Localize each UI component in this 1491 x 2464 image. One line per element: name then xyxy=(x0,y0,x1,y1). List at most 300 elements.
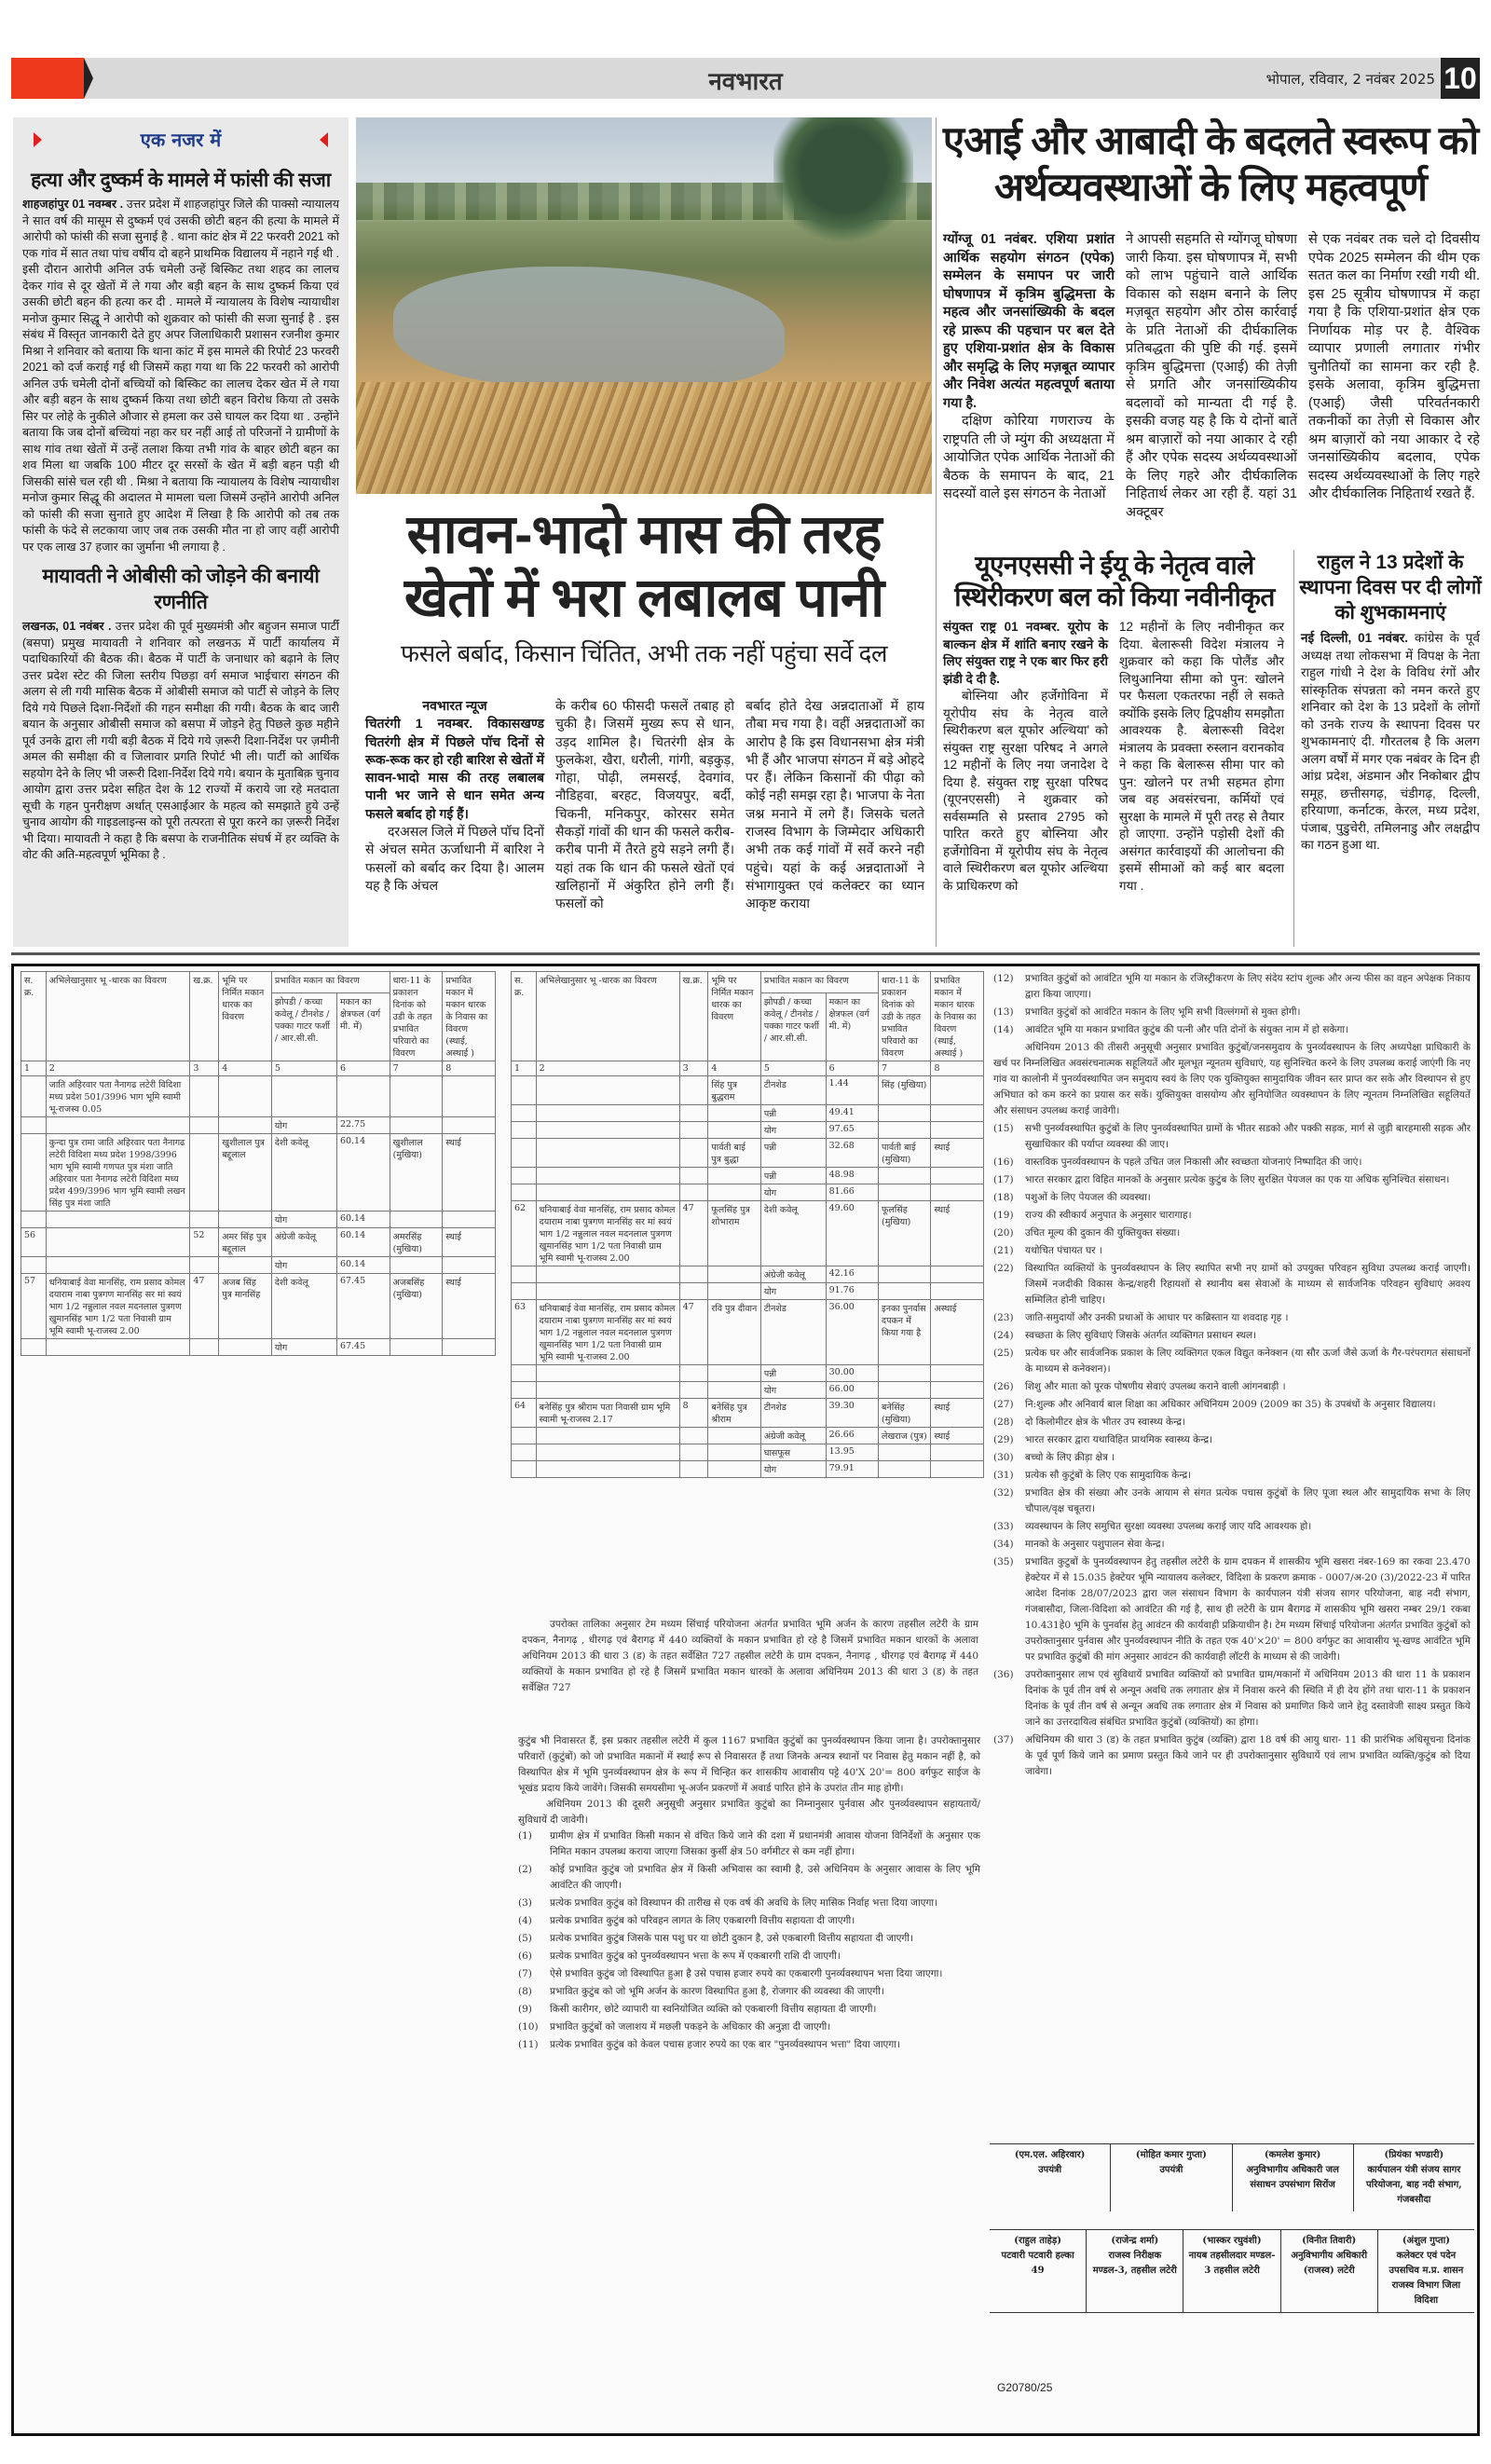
cell-type: पन्नी xyxy=(760,1365,826,1382)
list-item xyxy=(993,1554,1470,1665)
cell-serial xyxy=(512,1444,537,1461)
cell-family xyxy=(879,1382,931,1399)
cell-khasra xyxy=(190,1257,219,1274)
cell-khasra xyxy=(679,1105,708,1122)
cell-serial xyxy=(512,1168,537,1184)
item-text: प्रत्येक प्रभावित कुटुंब को पुनर्व्यवस्थापन भत्ता के रूप में एकबारगी राशि दी जाएगी। xyxy=(550,1951,841,1962)
signatory-title: अनुविभागीय अधिकारी (राजस्व) लटेरी xyxy=(1291,2251,1368,2276)
col-header-holder: अभिलेखानुसार भू -धारक का विवरण xyxy=(536,972,679,1061)
col-header-residence: प्रभावित मकान में मकान धारक के निवास का विवरण (स्थाई, अस्थाई ) xyxy=(931,972,984,1061)
cell-holder: कुन्दा पुत्र रामा जाति अहिरवार पता नैनागढ लटेरी विदिशा मध्य प्रदेश 1998/3996 भाग भूमि स्वामी गणपत पुत्र मंशा जाति अहिरवार पता नैनागढ लटेरी विदिशा मध्य प्रदेश 499/3996 भाग भूमि स्वामी लखन सिंह पुत्र मंशा जाति xyxy=(46,1134,190,1211)
col-header-area: मकान का क्षेत्रफल (वर्ग मी. में) xyxy=(826,993,878,1061)
item-number: (31) xyxy=(993,1470,1014,1481)
cell-res: स्थाई xyxy=(443,1228,496,1257)
signatory-name: (अंशुल गुप्ता) xyxy=(1402,2236,1450,2246)
cell-owner xyxy=(708,1122,760,1139)
cell-family xyxy=(879,1461,931,1478)
item-number: (7) xyxy=(518,1968,532,1979)
col-header-serial: स. क्र. xyxy=(512,972,537,1061)
signatory-title: कार्यपालन यंत्री संजय सागर परियोजना, बाह नदी संभाग, गंजबसौदा xyxy=(1365,2165,1462,2205)
signatory-name: (एम.एल. अहिरवार) xyxy=(1014,2150,1086,2160)
table-row xyxy=(21,1076,496,1117)
cell-owner xyxy=(219,1117,272,1134)
cell-holder xyxy=(536,1365,679,1382)
cell-serial: 56 xyxy=(21,1228,47,1257)
cell-type: देशी कवेलू xyxy=(271,1134,336,1211)
col-number: 4 xyxy=(708,1061,760,1076)
item-number: (33) xyxy=(993,1521,1014,1532)
cell-owner xyxy=(708,1266,760,1283)
cell-owner: खुशीलाल पुत्र बद्दूलाल xyxy=(219,1134,272,1211)
col-number: 1 xyxy=(21,1061,47,1076)
cell-area: 49.41 xyxy=(826,1105,878,1122)
cell-family: अजबसिंह (मुखिया) xyxy=(390,1274,443,1339)
cell-owner xyxy=(219,1257,272,1274)
cell-type: योग xyxy=(271,1117,336,1134)
table-row xyxy=(512,1184,984,1201)
item-text: प्रत्येक प्रभावित कुटुंब को केवल पचास हजार रुपये का एक बार "पुनर्व्यवस्थापन भत्ता" दिया जाएगा। xyxy=(550,2039,900,2050)
cell-res xyxy=(931,1122,984,1139)
cell-res xyxy=(443,1339,496,1356)
cell-serial xyxy=(512,1122,537,1139)
summary-paragraph: उपरोक्त तालिका अनुसार टेम मध्यम सिंचाई परियोजना अंतर्गत प्रभावित भूमि अर्जन के कारण तहसील लटेरी के ग्राम दपकन, नैनागढ़ , धीरगढ़ एवं बैरागढ़ में 440 व्यक्तियों के मकान प्रभावित हो रहे है जिसमें प्रभावित मकान धारकों के अलावा अधिनियम 2013 की धारा 3 (ड) के तहत सर्वेक्षित 727 तहसील लटेरी के ग्राम दपकन, नैनागढ़ , धीरगढ़ एवं बैरागढ़ में 440 व्यक्तियों के मकान प्रभावित हो रहे है जिसमें प्रभावित मकान धारकों के अलावा अधिनियम 2013 की धारा 3 (ड) के तहत सर्वेक्षित 727 xyxy=(522,1619,978,1693)
col-number: 3 xyxy=(679,1061,708,1076)
brief-header xyxy=(22,123,339,159)
cell-res: अस्थाई xyxy=(931,1300,984,1365)
cell-family xyxy=(879,1283,931,1300)
cell-owner xyxy=(708,1283,760,1300)
cell-khasra xyxy=(679,1266,708,1283)
col-header-serial: स. क्र. xyxy=(21,972,47,1061)
signatories-row-2 xyxy=(990,2229,1474,2313)
cell-res xyxy=(931,1283,984,1300)
signatory-title: उपयंत्री xyxy=(1038,2165,1062,2175)
item-number: (9) xyxy=(518,2004,532,2015)
item-number: (37) xyxy=(993,1734,1014,1745)
item-number: (26) xyxy=(993,1381,1014,1392)
cell-area: 67.45 xyxy=(336,1339,390,1356)
item-text: ऐसे प्रभावित कुटुंब जो विस्थापित हुआ है उसे पचास हजार रुपये का एकबारगी पुनर्व्यवस्थापन भत्ता दिया जाएगा। xyxy=(550,1968,943,1979)
cell-area: 30.00 xyxy=(826,1365,878,1382)
signatory xyxy=(1233,2144,1354,2211)
cell-khasra xyxy=(679,1382,708,1399)
land-table-right xyxy=(511,971,984,1478)
table-row xyxy=(512,1283,984,1300)
item-number: (15) xyxy=(993,1123,1014,1134)
cell-type: टीनशेड xyxy=(760,1300,826,1365)
table-row xyxy=(512,1365,984,1382)
cell-family xyxy=(879,1168,931,1184)
col-number: 6 xyxy=(826,1061,878,1076)
col-number: 2 xyxy=(536,1061,679,1076)
cell-area: 36.00 xyxy=(826,1300,878,1365)
item-number: (1) xyxy=(518,1830,532,1841)
cell-owner: पार्वती बाई पुत्र बुद्धा xyxy=(708,1139,760,1168)
cell-serial xyxy=(512,1461,537,1478)
cell-area: 66.00 xyxy=(826,1382,878,1399)
cell-holder xyxy=(536,1105,679,1122)
signatory-name: (राहुल ताहेड़) xyxy=(1014,2236,1061,2246)
facilities-list: (12) प्रभावित कुटुंबों को आवंटित भूमि या मकान के रजिस्ट्रीकरण के लिए संदेय स्टांप शुल्क और अन्य फीस का वहन अपेक्षक निकाय द्वारा किया जाएगा। (13) प्रभावित कुटुंबों को आवंटित मकान के लिए भूमि सभी विल्लंगमों से मुक्त होगी। (14) आवंटित भूमि या मकान प्रभावित कुटुंब की पत्नी और पति दोनों के संयुक्त नाम में हो सकेगा। अधिनियम 2013 की तीसरी अनुसूची अनुसार प्रभावित कुटुंबों/जनसमुदाय के पुनर्व्यवस्थापन के लिए अध्यपेक्षा प्राधिकारी के खर्च पर निम्नलिखित अवसंरचनात्मक सहूलियतें और मूलभूत न्यूनतम सुविधाएं, यह सुनिश्चित करने के लिए उपलब्ध कराई जाएंगी कि नए गांव या कालोनी में पुनर्व्यवस्थापित जन समुदाय स्वयं के लिए एक युक्तियुक्त सामुदायिक जीवन स्तर प्राप्त कर सके और विस्थापन से हुए अभिघात को कम करने का प्रयास कर सकें। युक्तियुक्त वासयोग्य और सुनियोजित व्यवस्थापन के लिए न्यूनतम निम्नलिखित सहूलियतें और संसाधन उपलब्ध कराई जावेगी। (15) सभी पुनर्व्यवस्थापित कुटुंबों के लिए पुनर्व्यवस्थापित ग्रामों के भीतर सडको और पक्की सड़क, मार्ग से जुड़ी बारहमासी सड़क और सुखाधिकार की पर्याप्त व्यवस्था की जाए। (16) वास्तविक पुनर्व्यवस्थापन के पहले उचित जल निकासी और स्वच्छता योजनाएं निष्पादित की जाएं। (17) भारत सरकार द्वारा विहित मानकों के अनुसार प्रत्येक कुटुंब के लिए सुरक्षित पेयजल का एक या अधिक सुनिश्चित संसाधन। (18) पशुओं के लिए पेयजल की व्यवस्था। (19) राज्य की स्वीकार्य अनुपात के अनुसार चारागाह। (20) उचित मूल्य की दुकान की युक्तियुक्त संख्या। (21) यथोचित पंचायत घर । (22) विस्थापित व्यक्तियों के पुनर्व्यवस्थापन के लिए स्थापित सभी नए ग्रामों को उपयुक्त परिवहन सुविधा उपलब्ध कराई जाएगी। जिसमें नजदीकी विकास केन्द्र/शहरी रिहायशों से स्थानीय बस सेवाओं के माध्यम से सार्वजनिक परिवहन सुविधाएं अवश्य सम्मिलित होनी चाहिए। (23) जाति-समुदायों और उनकी प्रथाओं के आधार पर कब्रिस्तान या शवदाह गृह । (24) स्वच्छता के लिए सुविधाएं जिसके अंतर्गत व्यक्तिगत प्रसाधन स्थल। (25) प्रत्येक घर और सार्वजनिक प्रकाश के लिए व्यक्तिगत एकल विद्युत कनेक्शन (या सौर ऊर्जा जैसे ऊर्जा के गैर-परंपरागत संसाधनों के माध्यम से कनेक्शन)। (26) शिशु और माता को पूरक पोषणीय सेवाएं उपलब्ध कराने वाली आंगनबाड़ी । (27) नि:शुल्क और अनिवार्य बाल शिक्षा का अधिकार अधिनियम 2009 (2009 का 35) के उपबंधों के अनुसार विद्यालय। (28) दो किलोमीटर क्षेत्र के भीतर उप स्वास्थ्य केन्द्र। (29) भारत सरकार द्वारा यथाविहित प्राथमिक स्वास्थ्य केन्द्र। (30) बच्चो के लिए क्रीड़ा क्षेत्र । (31) प्रत्येक सौ कुटुंबों के लिए एक सामुदायिक केन्द्र। (32) प्रभावित क्षेत्र की संख्या और उनके आयाम से संगत प्रत्येक पचास कुटुंबों के लिए पूजा स्थल और सामुदायिक सभा के लिए चौपाल/वृक्ष चबूतरा। (33) व्यवस्थापन के लिए समुचित सुरक्षा व्यवस्था उपलब्ध कराई जाए यदि आवश्यक हो। (34) मानको के अनुसार पशुपालन सेवा केन्द्र। (35) प्रभावित कुटुबों के पुनर्व्यवस्थापन हेतु तहसील लटेरी के ग्राम दपकन में शासकीय भूमि खसरा नंबर-169 का रकवा 23.470 हेक्टेयर में से 15.035 हेक्टेयर भूमि न्यायालय कलेक्टर, विदिशा के प्रकरण क्रमाक - 0007/अ-20 (3)/2022-23 में पारित आदेश दिनांक 28/07/2023 द्वारा जल संसाधन विभाग के कार्यपालन यंत्री संजय सागर परियोजना, बाह नदी संभाग, गंजबासौदा, जिला-विदिशा को आवंटित की गई है, साथ ही लटेरी के ग्राम बैरागढ में शासकीय भूमि खसरा नम्बर 29/1 रकबा 10.431हे0 भूमि के पुनर्वास हेतु आवंटन की कार्यवाही प्रक्रियाधीन है। टेम मध्यम सिंचाई परियोजना अंतर्गत प्रभावित कुटुंबों को उपरोक्तानुसार पुर्नवास और पुनर्व्यवस्थापन नीति के तहत एक 40'×20' = 800 वर्गफुट का आवासीय भू-खण्ड आवंटित भूमि पर प्रभावित कुटुंबों की मांग अनुसार आवंटन की कार्यवाही लॉटरी के माध्यम से की जावेगी। (36) उपरोक्तानुसार लाभ एवं सुविधायें प्रभावित व्यक्तियों को प्रभावित ग्राम/मकानों में अधिनियम 2013 की धारा 11 के प्रकाशन दिनांक के पूर्व तीन वर्ष से अन्यून अवधि तक लगातार क्षेत्र में निवास करने की स्थिति में ही देय होंगे तथा धारा-11 के प्रकाशन दिनांक के पूर्व तीन वर्ष से अन्यून अवधि तक लगातार क्षेत्र में निवास को प्रमाणित किये जाने हेतु दस्तावेजी साक्ष्य प्रस्तुत किये जाने का उत्तरदायित्व संबंधित प्रभावित कुटुंबों (व्यक्तियों) का होगा। (37) अधिनियम की धारा 3 (ड) के तहत प्रभावित कुटुंब (व्यक्ति) द्वारा 18 वर्ष की आयु धारा- 11 की प्रारंभिक अधिसूचना दिनांक के पूर्व पूर्ण किये जाने का प्रमाण प्रस्तुत किये जाने पर ही उपरोक्तानुसार सुविधायें एवं लाभ प्रभावित व्यक्ति/कुटुंब को दिया जावेगा। xyxy=(993,971,1470,1782)
cell-khasra xyxy=(679,1139,708,1168)
cell-holder xyxy=(536,1461,679,1478)
cell-res xyxy=(931,1168,984,1184)
item-text: सभी पुनर्व्यवस्थापित कुटुंबों के लिए पुनर्व्यवस्थापित ग्रामों के भीतर सडको और पक्की सड़क, मार्ग से जुड़ी बारहमासी सड़क और सुखाधिकार की पर्याप्त व्यवस्था की जाए। xyxy=(1025,1123,1470,1150)
col-header-owner: भूमि पर निर्मित मकान धारक का विवरण xyxy=(708,972,760,1061)
cell-holder xyxy=(46,1117,190,1134)
list-item xyxy=(518,2019,980,2035)
cell-khasra: 47 xyxy=(190,1274,219,1339)
cell-res xyxy=(931,1444,984,1461)
cell-khasra xyxy=(190,1076,219,1117)
list-item xyxy=(993,1397,1470,1413)
section-divider xyxy=(11,952,1480,955)
item-number: (22) xyxy=(993,1263,1014,1274)
cell-holder xyxy=(536,1283,679,1300)
table-row xyxy=(512,1105,984,1122)
item-text: प्रभावित क्षेत्र की संख्या और उनके आयाम से संगत प्रत्येक पचास कुटुंबों के लिए पूजा स्थल और सामुदायिक सभा के लिए चौपाल/वृक्ष चबूतरा। xyxy=(1025,1487,1470,1514)
signatory-title: नायब तहसीलदार मण्डल- 3 तहसील लटेरी xyxy=(1188,2251,1276,2276)
cell-owner xyxy=(708,1365,760,1382)
list-item xyxy=(518,1913,980,1929)
cell-serial xyxy=(21,1134,47,1211)
item-number: (17) xyxy=(993,1174,1014,1185)
cell-holder xyxy=(46,1339,190,1356)
list-item xyxy=(993,1190,1470,1206)
list-item xyxy=(518,1862,980,1894)
item-number: (3) xyxy=(518,1897,532,1909)
cell-area: 32.68 xyxy=(826,1139,878,1168)
cell-family xyxy=(879,1365,931,1382)
cell-res xyxy=(931,1266,984,1283)
signatory xyxy=(1183,2230,1280,2312)
col-header-owner: भूमि पर निर्मित मकान धारक का विवरण xyxy=(219,972,272,1061)
cell-area: 26.66 xyxy=(826,1428,878,1444)
item-number: (32) xyxy=(993,1487,1014,1499)
item-text: आवंटित भूमि या मकान प्रभावित कुटुंब की पत्नी और पति दोनों के संयुक्त नाम में हो सकेगा। xyxy=(1025,1024,1349,1035)
col-number: 7 xyxy=(879,1061,931,1076)
cell-res xyxy=(443,1211,496,1228)
item-number: (4) xyxy=(518,1915,532,1926)
cell-khasra xyxy=(679,1283,708,1300)
cell-res: स्थाई xyxy=(931,1399,984,1428)
cell-serial: 64 xyxy=(512,1399,537,1428)
brief-column xyxy=(13,117,349,947)
item-text: दो किलोमीटर क्षेत्र के भीतर उप स्वास्थ्य केन्द्र। xyxy=(1025,1417,1185,1428)
list-item xyxy=(993,1379,1470,1395)
newspaper-title: नवभारत xyxy=(708,68,783,96)
col-number: 2 xyxy=(46,1061,190,1076)
story-headline-death-sentence: हत्या और दुष्कर्म के मामले में फांसी की सजा xyxy=(31,170,331,191)
item-number: (11) xyxy=(518,2039,539,2050)
cell-res xyxy=(443,1117,496,1134)
cell-serial: 62 xyxy=(512,1201,537,1266)
cell-owner xyxy=(708,1428,760,1444)
cell-area: 67.45 xyxy=(336,1274,390,1339)
list-item xyxy=(993,1468,1470,1484)
cell-type: देशी कवेलू xyxy=(271,1274,336,1339)
cell-owner xyxy=(708,1105,760,1122)
col-header-holder: अभिलेखानुसार भू -धारक का विवरण xyxy=(46,972,190,1061)
list-item xyxy=(993,1328,1470,1344)
cell-res xyxy=(931,1105,984,1122)
table-row xyxy=(21,1211,496,1228)
cell-type: योग xyxy=(760,1184,826,1201)
item-text: राज्य की स्वीकार्य अनुपात के अनुसार चारागाह। xyxy=(1025,1210,1192,1221)
item-text: नि:शुल्क और अनिवार्य बाल शिक्षा का अधिकार अधिनियम 2009 (2009 का 35) के उपबंधों के अनुसार विद्यालय। xyxy=(1025,1399,1436,1410)
cell-area: 39.30 xyxy=(826,1399,878,1428)
cell-holder: बनेसिंह पुत्र श्रीराम पता निवासी ग्राम भूमि स्वामी भू-राजस्व 2.17 xyxy=(536,1399,679,1428)
cell-family xyxy=(390,1117,443,1134)
item-number: (25) xyxy=(993,1348,1014,1359)
list-item xyxy=(993,1310,1470,1326)
cell-area: 60.14 xyxy=(336,1257,390,1274)
cell-serial xyxy=(21,1339,47,1356)
cell-type: अंग्रेजी कवेलू xyxy=(760,1266,826,1283)
signatory-title: राजस्व निरीक्षक मण्डल-3, तहसील लटेरी xyxy=(1092,2251,1177,2276)
cell-khasra: 8 xyxy=(679,1399,708,1428)
cell-khasra xyxy=(190,1134,219,1211)
cell-owner xyxy=(219,1339,272,1356)
list-item xyxy=(993,1432,1470,1448)
col-header-khasra: ख.क्र. xyxy=(190,972,219,1061)
table-row xyxy=(512,1382,984,1399)
lead-headline-line2: खेतों में भरा लबालब पानी xyxy=(404,568,884,628)
table-row xyxy=(512,1168,984,1184)
cell-type: योग xyxy=(760,1382,826,1399)
table-row xyxy=(512,1266,984,1283)
cell-serial: 57 xyxy=(21,1274,47,1339)
list-item xyxy=(993,1450,1470,1466)
dateline: लखनऊ, 01 नवंबर . xyxy=(22,620,112,633)
rehabilitation-paragraph: कुटुंब भी निवासरत हैं, इस प्रकार तहसील लटेरी में कुल 1167 प्रभावित कुटुंबों का पुनर्व्यवस्थापन किया जाना है। उपरोक्तानुसार परिवारों (कुटुंबों) को जो प्रभावित मकानों में स्थाई रूप से निवासरत हैं तथा जिनके अन्यत्र स्थानों पर निवास हेतु मकान नहीं है, को विस्थापित क्षेत्र में भूमि पुनर्व्यवस्थापन क्षेत्र के रूप में चिन्हित कर शासकीय आवासीय पट्टे 40'X 20'= 800 वर्गफुट साईज के भूखंड प्रदाय किये जावेंगे। जिसकी समयसीमा भू-अर्जन प्रकरणों में अवार्ड पारित होने के उपरांत तीन माह होगी। अधिनियम 2013 की दूसरी अनुसूची अनुसार प्रभावित कुटुंबो का निम्नानुसार पुर्नवास और पुनर्व्यवस्थापन सहायतायें/सुविधायें दी जावेगी। (1) ग्रामीण क्षेत्र में प्रभावित किसी मकान से वंचित किये जाने की दशा में प्रधानमंत्री आवास योजना विनिर्देशों के अनुसार एक निमित मकान उपलब्ध कराया जाएगा जिसका कुर्सी क्षेत्र 50 वर्गमीटर से कम नहीं होगा। (2) कोई प्रभावित कुटुंब जो प्रभावित क्षेत्र में किसी अभिवास का स्वामी है, उसे अधिनियम के अनुसार आवास के लिए भूमि आवंटित की जाएगी। (3) प्रत्येक प्रभावित कुटुंब को विस्थापन की तारीख से एक वर्ष की अवधि के लिए मासिक निर्वाह भत्ता दिया जाएगा। (4) प्रत्येक प्रभावित कुटुंब को परिवहन लागत के लिए एकबारगी वित्तीय सहायता दी जाएगी। (5) प्रत्येक प्रभावित कुटुंब जिसके पास पशु घर या छोटी दुकान है, उसे एकबारगी वित्तीय सहायता दी जाएगी। (6) प्रत्येक प्रभावित कुटुंब को पुनर्व्यवस्थापन भत्ता के रूप में एकबारगी राशि दी जाएगी। (7) ऐसे प्रभावित कुटुंब जो विस्थापित हुआ है उसे पचास हजार रुपये का एकबारगी पुनर्व्यवस्थापन भत्ता दिया जाएगा। (8) प्रभावित कुटुंब को जो भूमि अर्जन के कारण विस्थापित हुआ है, रोजगार की व्यवस्था की जाएगी। (9) किसी कारीगर, छोटे व्यापारी या स्वनियोजित व्यक्ति को एकबारगी वित्तीय सहायता दी जाएगी। (10) प्रभावित कुटुंबों को जलाशय में मछली पकड़ने के अधिकार की अनुज्ञा दी जाएगी। (11) प्रत्येक प्रभावित कुटुंब को केवल पचास हजार रुपये का एक बार "पुनर्व्यवस्थापन भत्ता" दिया जाएगा। xyxy=(518,1733,980,2055)
cell-family xyxy=(879,1266,931,1283)
list-item xyxy=(993,1243,1470,1259)
cell-type: योग xyxy=(760,1461,826,1478)
col-header-type: झोपडी / कच्चा कवेलू / टीनशेड / पक्का गाटर फर्शी / आर.सी.सी. xyxy=(271,993,336,1061)
table-row xyxy=(21,1339,496,1356)
cell-family xyxy=(390,1257,443,1274)
list-item xyxy=(993,1519,1470,1535)
cell-khasra xyxy=(679,1444,708,1461)
item-number: (10) xyxy=(518,2021,539,2033)
table-row xyxy=(512,1399,984,1428)
signatory-name: (कमलेश कुमार) xyxy=(1264,2150,1321,2160)
cell-holder xyxy=(536,1266,679,1283)
cell-family xyxy=(879,1444,931,1461)
signatory-title: उपयंत्री xyxy=(1159,2165,1183,2175)
item-text: प्रभावित कुटुबों के पुनर्व्यवस्थापन हेतु तहसील लटेरी के ग्राम दपकन में शासकीय भूमि खसरा नंबर-169 का रकवा 23.470 हेक्टेयर में से 15.035 हेक्टेयर भूमि न्यायालय कलेक्टर, विदिशा के प्रकरण क्रमाक - 0007/अ-20 (3)/2022-23 में पारित आदेश दिनांक 28/07/2023 द्वारा जल संसाधन विभाग के कार्यपालन यंत्री संजय सागर परियोजना, बाह नदी संभाग, गंजबासौदा, जिला-विदिशा को आवंटित की गई है, साथ ही लटेरी के ग्राम बैरागढ में शासकीय भूमि खसरा नम्बर 29/1 रकबा 10.431हे0 भूमि के पुनर्वास हेतु आवंटन की कार्यवाही प्रक्रियाधीन है। टेम मध्यम सिंचाई परियोजना अंतर्गत प्रभावित कुटुंबों को उपरोक्तानुसार पुर्नवास और पुनर्व्यवस्थापन नीति के तहत एक 40'×20' = 800 वर्गफुट का आवासीय भू-खण्ड आवंटित भूमि पर प्रभावित कुटुंबों की मांग अनुसार आवंटन की कार्यवाही लॉटरी के माध्यम से की जावेगी। xyxy=(1025,1556,1470,1663)
cell-area: 97.65 xyxy=(826,1122,878,1139)
table-row xyxy=(512,1139,984,1168)
signatory xyxy=(1378,2230,1474,2312)
cell-type: पन्नी xyxy=(760,1105,826,1122)
cell-type: योग xyxy=(760,1283,826,1300)
cell-serial xyxy=(512,1105,537,1122)
list-item xyxy=(993,1415,1470,1430)
item-text: किसी कारीगर, छोटे व्यापारी या स्वनियोजित व्यक्ति को एकबारगी वित्तीय सहायता दी जाएगी। xyxy=(550,2004,877,2015)
cell-type: टीनशेड xyxy=(760,1076,826,1105)
list-item xyxy=(993,1485,1470,1517)
lead-headline-line1: सावन-भादो मास की तरह xyxy=(406,504,882,565)
cell-family xyxy=(390,1339,443,1356)
list-item xyxy=(518,2037,980,2053)
cell-type: योग xyxy=(271,1339,336,1356)
col-header-khasra: ख.क्र. xyxy=(679,972,708,1061)
item-text: प्रभावित कुटुंबों को आवंटित मकान के लिए भूमि सभी विल्लंगमों से मुक्त होगी। xyxy=(1025,1006,1301,1018)
cell-khasra xyxy=(679,1428,708,1444)
col-number: 7 xyxy=(390,1061,443,1076)
cell-holder xyxy=(536,1428,679,1444)
dateline: शाहजहांपुर 01 नवम्बर . xyxy=(22,198,124,211)
table-row xyxy=(21,1134,496,1211)
item-text: यथोचित पंचायत घर । xyxy=(1025,1245,1102,1256)
table-row xyxy=(512,1300,984,1365)
item-text: उचित मूल्य की दुकान की युक्तियुक्त संख्या। xyxy=(1025,1227,1181,1239)
cell-serial xyxy=(21,1076,47,1117)
list-item xyxy=(993,1121,1470,1153)
ad-code: G20780/25 xyxy=(997,2381,1053,2394)
cell-family: फूलसिंह (मुखिया) xyxy=(879,1201,931,1266)
item-text: प्रभावित कुटुंबों को जलाशय में मछली पकड़ने के अधिकार की अनुज्ञा दी जाएगी। xyxy=(550,2021,831,2033)
cell-area: 22.75 xyxy=(336,1117,390,1134)
cell-serial xyxy=(512,1076,537,1105)
item-text: प्रत्येक प्रभावित कुटुंब को विस्थापन की तारीख से एक वर्ष की अवधि के लिए मासिक निर्वाह भत्ता दिया जाएगा। xyxy=(550,1897,938,1909)
cell-area: 79.91 xyxy=(826,1461,878,1478)
cell-res: स्थाई xyxy=(443,1134,496,1211)
signatory-name: (राजेन्द्र शर्मा) xyxy=(1111,2236,1159,2246)
list-item xyxy=(518,1984,980,2000)
list-item xyxy=(518,1966,980,1982)
list-item xyxy=(518,2002,980,2018)
col-header-residence: प्रभावित मकान में मकान धारक के निवास का विवरण (स्थाई, अस्थाई ) xyxy=(443,972,496,1061)
item-number: (16) xyxy=(993,1157,1014,1168)
item-text: स्वच्छता के लिए सुविधाएं जिसके अंतर्गत व्यक्तिगत प्रसाधन स्थल। xyxy=(1025,1330,1257,1341)
item-text: भारत सरकार द्वारा यथाविहित प्राथमिक स्वास्थ्य केन्द्र। xyxy=(1025,1434,1212,1445)
cell-type: योग xyxy=(760,1122,826,1139)
cell-res: स्थाई xyxy=(931,1201,984,1266)
cell-family xyxy=(879,1105,931,1122)
cell-khasra xyxy=(679,1076,708,1105)
item-number: (20) xyxy=(993,1227,1014,1239)
lead-headline xyxy=(356,503,932,669)
col-number: 5 xyxy=(271,1061,336,1076)
story-body-unsc: संयुक्त राष्ट्र 01 नवम्बर. यूरोप के बाल्कन क्षेत्र में शांति बनाए रखने के लिए संयुक्त राष्ट्र ने एक बार फिर हरी झंडी दे दी है. बोस्निया और हर्जेगोविना में यूरोपीय संघ के नेतृत्व वाले स्थिरीकरण बल यूफोर अल्थिया' को संयुक्त राष्ट्र सुरक्षा परिषद ने अगले 12 महीनों के लिए नया जनादेश दे दिया है. संयुक्त राष्ट्र सुरक्षा परिषद (यूएनएससी) ने शुक्रवार को सर्वसम्मति से प्रस्ताव 2795 को पारित करते हुए बोस्निया और हर्जेगोविना में यूरोपीय संघ के नेतृत्व वाले स्थिरीकरण बल यूफोर अल्थिया के प्राधिकरण को 12 महीनों के लिए नवीनीकृत कर दिया. बेलारूसी विदेश मंत्रालय ने शुक्रवार को कहा कि पोलैंड और लिथुआनिया सीमा को पुन: खोलने पर फैसला एकतरफा नहीं ले सकते क्योंकि इसके लिए द्विपक्षीय समझौता आवश्यक है. बेलारूसी विदेश मंत्रालय के प्रवक्ता रुस्लान वरानकोव ने कहा कि बेलारूस सीमा पार को पुन: खोलने पर तभी सहमत होगा जब वह अवसंरचना, कर्मियों एवं सुरक्षा के मामले में पूरी तरह से तैयार हो जाएगा. उन्होंने पड़ोसी देशों की असंगत कार्रवाइयों की आलोचना की इसमें सीमाओं को कई बार बदला गया . xyxy=(943,620,1284,893)
col-number: 3 xyxy=(190,1061,219,1076)
cell-khasra xyxy=(679,1168,708,1184)
cell-family: पार्वती बाई (मुखिया) xyxy=(879,1139,931,1168)
lead-story-body: नवभारत न्यूज चितरंगी 1 नवम्बर. विकासखण्ड चितरंगी क्षेत्र में पिछले पॉच दिनों से रूक-रूक कर हो रही बारिश से खेतों में सावन-भादो मास की तरह लबालब पानी भर जाने से धान समेत अन्य फसले बर्बाद हो गई हैं। दरअसल जिले में पिछले पॉच दिनों से अंचल समेत ऊर्जाधानी में बारिश ने फसलों को बर्बाद कर दिया है। आलम यह है कि अंचल के करीब 60 फीसदी फसलें तबाह हो चुकी है। जिसमें मुख्य रूप से धान, उड़द शामिल है। चितरंगी क्षेत्र के फुलकेश, खैरा, धरौली, गांगी, बड़कुड़, गोहा, पोढ़ी, लमसरई, देवगांव, नौडिहवा, बरहट, विजयपुर, बर्दी, चिकनी, मनिकपुर, कोरसर समेत सैकड़ों गांवों की धान की फसले करीब-करीब पानी में तैरते हुये सड़ने लगी हैं। यहां तक कि धान की फसले खेतों एवं खलिहानों में अंकुरित होने लगी हैं। फसलों को बर्बाद होते देख अन्नदाताओं में हाय तौबा मच गया है। वहीं अन्नदाताओं का आरोप है कि इस विधानसभा क्षेत्र मंत्री भी हैं और भाजपा संगठन में बड़े ओहदे पर हैं। लेकिन किसानों की पीढ़ा को कोई नही समझ रहा है। भाजपा के नेता जश्न मनाने में लगे हैं। जिसके चलते राजस्व विभाग के जिम्मेदार अधिकारी अभी तक कई गांवों में सर्वे करने नही पहुंचे। यहां के कई अन्नदाताओं ने संभागायुक्त एवं कलेक्टर का ध्यान आकृष्ट कराया xyxy=(365,698,924,911)
cell-res xyxy=(443,1076,496,1117)
table-row xyxy=(512,1076,984,1105)
cell-owner: अमर सिंह पुत्र बद्दूलाल xyxy=(219,1228,272,1257)
cell-area: 42.16 xyxy=(826,1266,878,1283)
item-number: (30) xyxy=(993,1452,1014,1463)
cell-type: टीनशेड xyxy=(760,1399,826,1428)
cell-area: 60.14 xyxy=(336,1228,390,1257)
item-number: (5) xyxy=(518,1933,532,1944)
item-text: अधिनियम की धारा 3 (ड) के तहत प्रभावित कुटुंब (व्यक्ति) द्वारा 18 वर्ष की आयु धारा- 11 की प्रारंभिक अधिसूचना दिनांक के पूर्व पूर्ण किये जाने का प्रमाण प्रस्तुत किये जाने पर ही उपरोक्तानुसार सुविधायें एवं लाभ प्रभावित व्यक्ति/कुटुंब को दिया जावेगा। xyxy=(1025,1734,1470,1777)
cell-type: घासफूस xyxy=(760,1444,826,1461)
col-header-type: झोपडी / कच्चा कवेलू / टीनशेड / पक्का गाटर फर्शी / आर.सी.सी. xyxy=(760,993,826,1061)
item-number: (29) xyxy=(993,1434,1014,1445)
item-text: प्रभावित कुटुंब को जो भूमि अर्जन के कारण विस्थापित हुआ है, रोजगार की व्यवस्था की जाएगी। xyxy=(550,1986,884,1997)
cell-owner: अजब सिंह पुत्र मानसिंह xyxy=(219,1274,272,1339)
lead-intro: चितरंगी 1 नवम्बर. विकासखण्ड चितरंगी क्षेत्र में पिछले पॉच दिनों से रूक-रूक कर हो रही बारिश से खेतों में सावन-भादो मास की तरह लबालब पानी भर जाने से धान समेत अन्य फसले बर्बाद हो गई हैं। xyxy=(365,716,544,821)
cell-area: 60.14 xyxy=(336,1134,390,1211)
col-header-area: मकान का क्षेत्रफल (वर्ग मी. में) xyxy=(336,993,390,1061)
table-row xyxy=(512,1201,984,1266)
list-item xyxy=(993,1667,1470,1731)
cell-serial xyxy=(512,1184,537,1201)
col-number: 4 xyxy=(219,1061,272,1076)
list-item xyxy=(518,1896,980,1911)
cell-holder: धनियाबाई वेवा मानसिंह, राम प्रसाद कोमल दयाराम नाबा पुत्रगण मानसिंह सर मां स्वयं भाग 1/2 नन्नुलाल नवल मदनलाल पुत्रगण खुमानसिंह भाग 1/2 पता निवासी ग्राम भूमि स्वामी भू-राजस्व 2.00 xyxy=(536,1201,679,1266)
cell-family xyxy=(390,1076,443,1117)
byline: नवभारत न्यूज xyxy=(422,698,487,713)
cell-holder: जाति अहिरवार पता नैनागढ लटेरी विदिशा मध्य प्रदेश 501/3996 भाग भूमि स्वामी भू-राजस्व 0.05 xyxy=(46,1076,190,1117)
cell-holder: धनियाबाई वेवा मानसिंह, राम प्रसाद कोमल दयाराम नाबा पुत्रगण मानसिंह सर मां स्वयं भाग 1/2 नन्नुलाल नवल मदनलाल पुत्रगण खुमानसिंह भाग 1/2 पता निवासी ग्राम भूमि स्वामी भू-राजस्व 2.00 xyxy=(536,1300,679,1365)
story-body-ai: ग्योंग्जू 01 नवंबर. एशिया प्रशांत आर्थिक सहयोग संगठन (एपेक) सम्मेलन के समापन पर जारी घोषणापत्र में कृत्रिम बुद्धिमत्ता के महत्व और जनसांख्यिकी के बदल रहे प्रारूप की पहचान पर बल देते हुए एशिया-प्रशांत क्षेत्र के विकास और समृद्धि के लिए मज़बूत व्यापार और निवेश अत्यंत महत्वपूर्ण बताया गया है. दक्षिण कोरिया गणराज्य के राष्ट्रपति ली जे म्युंग की अध्यक्षता में आयोजित एपेक आर्थिक नेताओं की बैठक के समापन के बाद, 21 सदस्यों वाले इस संगठन के नेताओं ने आपसी सहमति से ग्योंगजू घोषणा जारी किया. इस घोषणापत्र में, सभी को लाभ पहुंचाने वाले आर्थिक विकास को सक्षम बनाने के लिए मज़बूत सहयोग और ठोस कार्रवाई के प्रति नेताओं की दीर्घकालिक प्रतिबद्धता की पुष्टि की गई. इसमें कृत्रिम बुद्धिमत्ता (एआई) की तेज़ी से प्रगति और जनसांख्यिकीय बदलावों को मान्यता दी गई है. इसकी वजह यह है कि ये दोनों बातें श्रम बाज़ारों को नया आकार दे रही हैं और एपेक सदस्य अर्थव्यवस्थाओं के लिए गहरे और दीर्घकालिक निहितार्थ लेकर आ रही हैं. यहां 31 अक्टूबर से एक नवंबर तक चले दो दिवसीय एपेक 2025 सम्मेलन की थीम एक सतत कल का निर्माण रखी गयी थी. इस 25 सूत्रीय घोषणापत्र में कहा गया है कि एशिया-प्रशांत क्षेत्र एक निर्णायक मोड़ पर है. वैश्विक व्यापार प्रणाली लगातार गंभीर चुनौतियों का सामना कर रही है. इसके अलावा, कृत्रिम बुद्धिमत्ता (एआई) जैसी परिवर्तनकारी तकनीकों का तेज़ी से विकास और श्रम बाज़ारों को नया आकार दे रहे जनसांख्यिकीय बदलाव, एपेक सदस्य अर्थव्यवस्थाओं के लिए गहरे और दीर्घकालिक निहितार्थ रखते हैं. xyxy=(943,232,1480,520)
cell-area: 49.60 xyxy=(826,1201,878,1266)
cell-family: खुशीलाल (मुखिया) xyxy=(390,1134,443,1211)
cell-res xyxy=(931,1382,984,1399)
cell-khasra xyxy=(679,1461,708,1478)
table-row xyxy=(512,1428,984,1444)
cell-family: लेखराज (पुत्र) xyxy=(879,1428,931,1444)
signatory xyxy=(1354,2144,1474,2211)
item-number: (34) xyxy=(993,1539,1014,1550)
table-row xyxy=(512,1444,984,1461)
table-row xyxy=(512,1461,984,1478)
item-number: (27) xyxy=(993,1399,1014,1410)
cell-owner xyxy=(708,1461,760,1478)
item-number: (13) xyxy=(993,1006,1014,1018)
list-item xyxy=(993,1261,1470,1308)
cell-khasra: 47 xyxy=(679,1201,708,1266)
item-number: (19) xyxy=(993,1210,1014,1221)
cell-type: अंग्रेजी कवेलू xyxy=(760,1428,826,1444)
item-number: (36) xyxy=(993,1669,1014,1680)
item-text: जाति-समुदायों और उनकी प्रथाओं के आधार पर कब्रिस्तान या शवदाह गृह । xyxy=(1025,1312,1289,1323)
cell-serial xyxy=(512,1266,537,1283)
cell-type: पन्नी xyxy=(760,1168,826,1184)
cell-area: 13.95 xyxy=(826,1444,878,1461)
cell-type: देशी कवेलू xyxy=(760,1201,826,1266)
cell-res: स्थाई xyxy=(931,1139,984,1168)
cell-owner xyxy=(708,1444,760,1461)
story-headline-mayawati: मायावती ने ओबीसी को जोड़ने की बनायी रणनीति xyxy=(42,566,320,613)
lead-subheadline: फसले बर्बाद, किसान चिंतित, अभी तक नहीं पहुंचा सर्वे दल xyxy=(401,639,887,667)
cell-res: स्थाई xyxy=(443,1274,496,1339)
signatory-title: अनुविभागीय अधिकारी जल संसाधन उपसंभाग सिरोंज xyxy=(1246,2165,1339,2190)
list-item xyxy=(518,1828,980,1860)
cell-area: 1.44 xyxy=(826,1076,878,1105)
cell-serial xyxy=(512,1428,537,1444)
list-item xyxy=(993,1022,1470,1038)
cell-holder: धनियाबाई वेवा मानसिंह, राम प्रसाद कोमल दयाराम नाबा पुत्रगण मानसिंह सर मां स्वयं भाग 1/2 नन्नुलाल नवल मदनलाल पुत्रगण खुमानसिंह भाग 1/2 पता निवासी ग्राम भूमि स्वामी भू-राजस्व 2.00 xyxy=(46,1274,190,1339)
story-body-death-sentence: शाहजहांपुर 01 नवम्बर . उत्तर प्रदेश में शाहजहांपुर जिले की पाक्सो न्यायालय ने सात वर्ष की मासूम से दुष्कर्म एवं उसकी छोटी बहन की हत्या के मामले में आरोपी को फांसी की सजा सुनाई है . थाना कांट क्षेत्र में 22 फरवरी 2021 को एक गांव में सात तथा पांच वर्षीय दो बहने प्राथमिक विद्यालय में नहाने गई थी . इसी दौरान आरोपी अनिल उर्फ चमेली उन्हें बिस्किट तथा शहद का लालच देकर गांव से दूर खेतों में ले गया और बड़ी बहन के साथ दुष्कर्म किया एवं उसकी छोटी बहन की हत्या कर दी . मामले में न्यायालय के विशेष न्यायाधीश मनोज कुमार सिद्धू ने आरोपी को शुक्रवार को फांसी की सजा सुनाई है . इस संबंध में विस्तृत जानकारी देते हुए अपर जिलाधिकारी प्रशासन रजनीश कुमार मिश्रा ने शनिवार को बताया कि थाना कांट में इस मामले की रिपोर्ट 23 फरवरी 2021 को दर्ज कराई गई थी जिसमें कहा गया था कि 22 फरवरी को आरोपी अनिल उर्फ चमेली दोनों बच्चियों को बिस्किट का लालच देकर खेत में ले गया और बड़ी बहन के साथ दुष्कर्म किया तथा छोटी बहन विरोध किया तो उसके सिर पर लोहे के नुकीले औजार से हमला कर उसे घायल कर दिया था . उन्होंने बताया कि जब दोनों बच्चियां नहा कर घर नहीं आई तो परिजनों ने ग्रामीणों के साथ गांव तथा खेतों में उन्हें तलाश किया तभी गांव के बाहर छोटी बहन का शव मिला था जबकि 100 मीटर दूर सरसों के खेत में बड़ी बहन पड़ी थी जिसकी सांसे चल रही थी . मिश्रा ने बताया कि न्यायालय के विशेष न्यायाधीश मनोज कुमार सिद्धू की अदालत मे मामला चला जिसमें उन्होंने आरोपी अनिल को फांसी की सजा सुनाते हुए आदेश में लिखा है कि आरोपी को तब तक फांसी के फंदे से लटकाया जाए जब तक उसकी मौत ना हो जाए वहीं आरोपी पर एक लाख 37 हजार का जुर्माना भी लगाया है . xyxy=(22,198,339,554)
item-text: विस्थापित व्यक्तियों के पुनर्व्यवस्थापन के लिए स्थापित सभी नए ग्रामों को उपयुक्त परिवहन सुविधा उपलब्ध कराई जाएगी। जिसमें नजदीकी विकास केन्द्र/शहरी रिहायशों से स्थानीय बस सेवाओं के माध्यम से सार्वजनिक परिवहन सुविधाएं अवश्य सम्मिलित होनी चाहिए। xyxy=(1025,1263,1470,1306)
cell-holder xyxy=(536,1168,679,1184)
item-number: (2) xyxy=(518,1864,532,1875)
list-item xyxy=(993,1172,1470,1188)
item-text: प्रत्येक प्रभावित कुटुंब जिसके पास पशु घर या छोटी दुकान है, उसे एकबारगी वित्तीय सहायता दी जाएगी। xyxy=(550,1933,913,1944)
cell-serial xyxy=(512,1283,537,1300)
col-number: 1 xyxy=(512,1061,537,1076)
item-text: प्रभावित कुटुंबों को आवंटित भूमि या मकान के रजिस्ट्रीकरण के लिए संदेय स्टांप शुल्क और अन्य फीस का वहन अपेक्षक निकाय द्वारा किया जाएगा। xyxy=(1025,973,1470,1000)
item-text: मानको के अनुसार पशुपालन सेवा केन्द्र। xyxy=(1025,1539,1165,1550)
